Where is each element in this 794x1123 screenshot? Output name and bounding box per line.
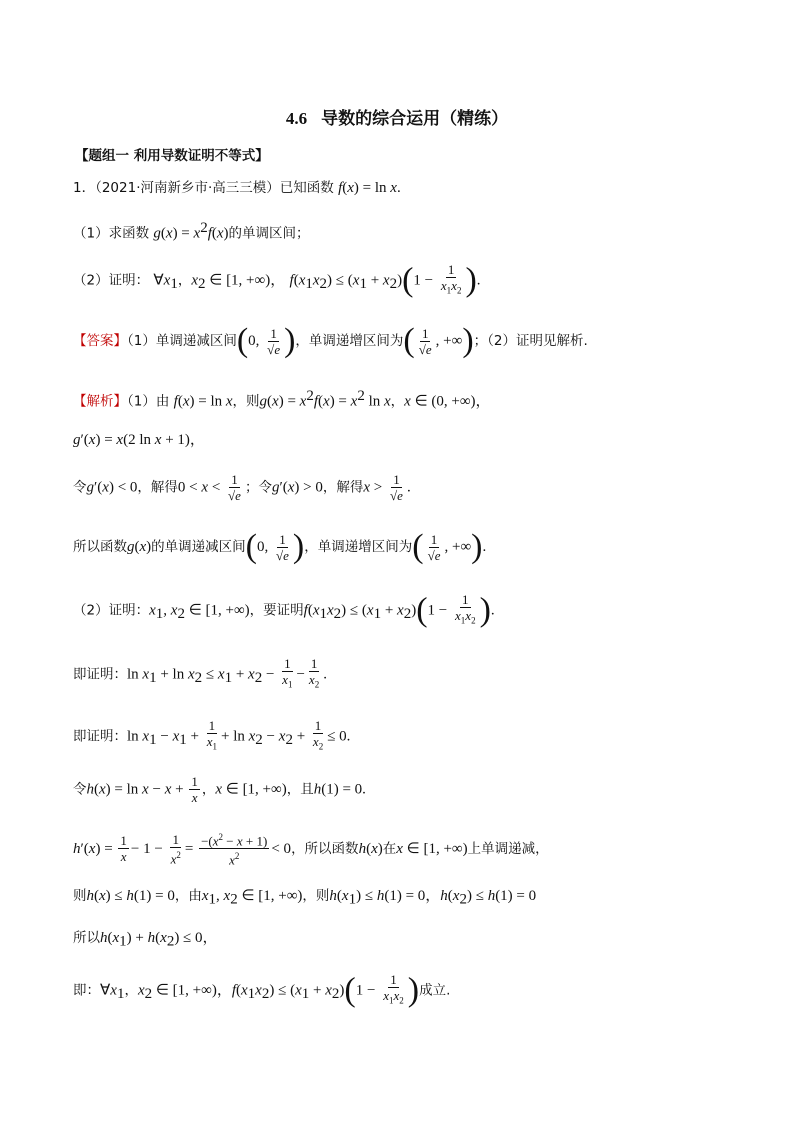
section-number: 4.6 [285, 109, 308, 128]
problem-statement: 1．（2021·河南新乡市·高三三模）已知函数 f(x) = ln x. [73, 180, 401, 196]
title-text: 导数的综合运用（精练） [321, 109, 509, 129]
problem-part-1: （1）求函数 $g(x) = x^2f(x)$的单调区间； [73, 220, 310, 242]
group-heading: 【题组一 利用导数证明不等式】 [75, 148, 269, 164]
solution-line-6: 即证明：$\ln x_1 + \ln x_2 \le x_1 + x_2$ − $\frac{1}{x_1}$ − $\frac{1}{x_2}$ . [73, 656, 327, 690]
solution-line-5: （2）证明：$x_1$, $x_2$ ∈ [1, +∞)，要证明$f(x_1x_2) \le (x_1 + x_2)(1$ − $\frac{1}{x_1x_2}$ ). [73, 591, 495, 629]
solution-line-8: 令h(x) = ln x − x + $\frac{1}{x}$ ，x ∈ [1, +∞)，且h(1) = 0. [73, 774, 366, 805]
solution-line-2: g′(x) = x(2 ln x + 1)， [73, 432, 205, 448]
answer-label: 【答案】 [73, 333, 127, 349]
solution-line-11: 所以$h(x_1) + h(x_2) \le 0$， [73, 930, 218, 950]
solution-line-7: 即证明：$\ln x_1 - x_1$ + $\frac{1}{x_1}$ + $\ln x_2 - x_2$ + $\frac{1}{x_2}$ ≤ 0. [73, 718, 351, 752]
solution-line-1: 【解析】（1）由 f(x) = ln x，则$g(x) = x^2f(x) = x^2$ ln x，x ∈ (0, +∞)， [73, 388, 491, 410]
problem-prefix: 1．（2021·河南新乡市·高三三模）已知函数 [73, 180, 334, 196]
solution-line-9: h′(x) = $\frac{1}{x}$ − 1 − $\frac{1}{x^2}$ = $\frac{-(x^2 - x + 1)}{x^2}$ < 0，所以函数h(x)在x ∈ [1, +∞)上单调递减， [73, 831, 549, 868]
solution-label: 【解析】 [73, 393, 127, 410]
answer-line: 【答案】（1）单调递减区间(0, $\frac{1}{√e}$ )，单调递增区间为( $\frac{1}{√e}$ , +∞)；（2）证明见解析. [73, 322, 588, 359]
solution-line-3: 令g′(x) < 0，解得0 < x < $\frac{1}{√e}$ ；令g′(x) > 0，解得x > $\frac{1}{√e}$ . [73, 472, 411, 503]
problem-part-2: （2）证明： $\forall x_1$，$x_2$ ∈ [1, +∞)， $f(x_1x_2) \le (x_1 + x_2)(1$ − $\frac{1}{x_1x_2}$ ). [73, 261, 481, 299]
solution-line-10: 则h(x) ≤ h(1) = 0，由$x_1$, $x_2$ ∈ [1, +∞)，则$h(x_1) \le h(1) = 0$，$h(x_2) \le h(1) = 0$ [73, 888, 537, 908]
solution-line-12: 即：$\forall x_1$，$x_2$ ∈ [1, +∞)，$f(x_1x_2) \le (x_1 + x_2)(1$ − $\frac{1}{x_1x_2}$ )成立. [73, 971, 451, 1009]
page-title [0, 104, 794, 129]
solution-line-4: 所以函数g(x)的单调递减区间(0, $\frac{1}{√e}$ )，单调递增区间为( $\frac{1}{√e}$ , +∞). [73, 528, 487, 565]
